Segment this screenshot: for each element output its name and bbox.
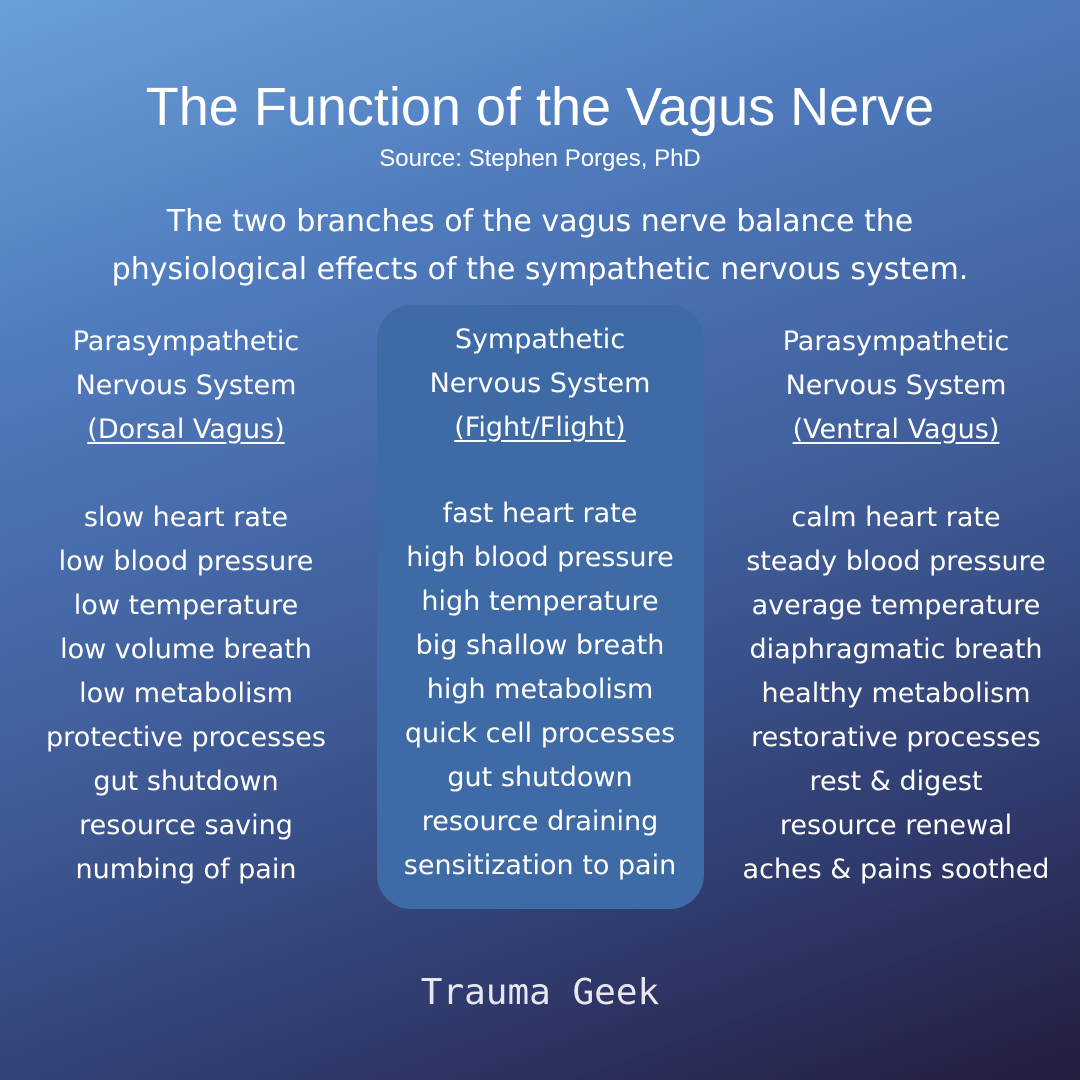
column-heading (716, 320, 1076, 452)
intro-line: The two branches of the vagus nerve balance the (166, 204, 914, 239)
effects-list (10, 496, 362, 892)
ventral-vagus-column (716, 320, 1076, 892)
list-item: gut shutdown (447, 762, 633, 793)
list-item: gut shutdown (93, 766, 279, 797)
list-item: high blood pressure (406, 542, 674, 573)
page-title: The Function of the Vagus Nerve (145, 77, 935, 137)
list-item: slow heart rate (83, 502, 289, 533)
column-subheading: (Dorsal Vagus) (87, 414, 285, 445)
heading-line: Nervous System (429, 368, 651, 399)
intro-line: physiological effects of the sympathetic nervous system. (111, 252, 969, 287)
list-item: rest & digest (809, 766, 983, 797)
column-heading (10, 320, 362, 452)
list-item: aches & pains soothed (742, 854, 1050, 885)
list-item: sensitization to pain (403, 850, 677, 881)
list-item: diaphragmatic breath (749, 634, 1043, 665)
heading-line: Nervous System (75, 370, 297, 401)
brand-logo-text: Trauma Geek (420, 972, 660, 1013)
list-item: resource draining (421, 806, 659, 837)
list-item: restorative processes (751, 722, 1041, 753)
list-item: high temperature (421, 586, 659, 617)
effects-list (365, 492, 715, 888)
column-subheading: (Fight/Flight) (454, 412, 626, 443)
heading-line: Sympathetic (454, 324, 626, 355)
list-item: steady blood pressure (746, 546, 1046, 577)
list-item: resource saving (79, 810, 293, 841)
list-item: fast heart rate (442, 498, 638, 529)
heading-line: Nervous System (785, 370, 1007, 401)
intro-text (0, 198, 1080, 294)
list-item: low volume breath (60, 634, 312, 665)
list-item: calm heart rate (791, 502, 1001, 533)
list-item: resource renewal (779, 810, 1013, 841)
list-item: healthy metabolism (761, 678, 1031, 709)
list-item: big shallow breath (415, 630, 665, 661)
source-credit: Source: Stephen Porges, PhD (379, 145, 701, 172)
effects-list (716, 496, 1076, 892)
list-item: protective processes (46, 722, 326, 753)
list-item: numbing of pain (75, 854, 297, 885)
dorsal-vagus-column (10, 320, 362, 892)
heading-line: Parasympathetic (782, 326, 1010, 357)
sympathetic-column (365, 318, 715, 888)
list-item: high metabolism (426, 674, 654, 705)
list-item: low metabolism (79, 678, 293, 709)
column-heading (365, 318, 715, 450)
column-subheading: (Ventral Vagus) (792, 414, 1000, 445)
list-item: low temperature (73, 590, 299, 621)
list-item: quick cell processes (404, 718, 676, 749)
list-item: low blood pressure (58, 546, 314, 577)
heading-line: Parasympathetic (72, 326, 300, 357)
list-item: average temperature (751, 590, 1041, 621)
